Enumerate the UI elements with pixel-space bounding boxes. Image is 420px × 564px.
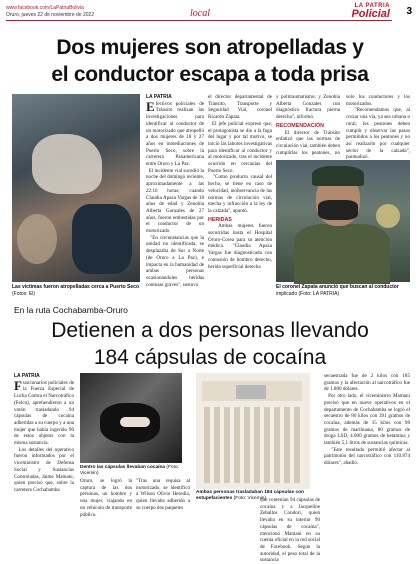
brand-name: LA PATRIA <box>354 3 390 9</box>
body-text: que contenían 94 cápsulas de cocaína y a Jacqueline Zeballos Condori, quien llevaba en su interior 90 cápsulas de cocaína", <box>260 497 320 530</box>
body-text: "Tras una requisa al motorizado, se identificó a Wilson Olivio Heredia, quien llevaba adherido a su cuerpo dos paquetes <box>136 478 190 511</box>
article1-headline <box>0 34 420 88</box>
caption-text: Las víctimas fueron atropelladas cerca a Puerto Seco <box>12 284 139 290</box>
page-number: 3 <box>406 6 412 17</box>
article1-photo-victims <box>12 94 140 282</box>
caption-text: El coronel Zapata anunció que buscan al conductor <box>276 284 399 290</box>
article1-column-3 <box>276 94 411 161</box>
byline: LA PATRIA <box>14 373 40 379</box>
article1-photo-officer <box>276 160 410 282</box>
article1-column-1 <box>146 94 204 302</box>
caption-credit: (Foto: LA PATRIA) <box>298 290 340 297</box>
article1-headline-line2: el conductor escapa a toda prisa <box>51 63 369 86</box>
caption-credit: (Foto: Vicemin) <box>80 465 179 476</box>
drop-cap: F <box>14 377 22 393</box>
caption-credit: (Fotos: El) <box>12 290 36 297</box>
article2-photo-capsules <box>80 373 182 463</box>
brand-logo <box>351 3 390 19</box>
section-label: local <box>190 8 210 19</box>
body-text: secuestrada fue de 2 kilos con 185 gramos y la afectación al narcotráfico fue de 1.800 dólares. <box>324 373 410 393</box>
body-text: Según la autoridad, el peso total de la sustancia <box>260 543 320 564</box>
header-divider <box>6 20 392 21</box>
drop-cap: E <box>146 98 155 114</box>
caption-rest: implicado <box>276 290 298 297</box>
body-text: fectivos policiales de Tránsito realizan las investigaciones para identificar al conductor de un motorizado que atropelló a dos mujeres de 18 y 27 años en inmediaciones de Puerto Seco, sobre la carretera Panamericana entre Oruro y La Paz. <box>146 100 204 168</box>
article2-column-5 <box>324 373 410 523</box>
body-text: Por otro lado, el viceministro Mamani precisó que en nueve operativos en el departamento de Cochabamba se logró el secuestro de 80 kilos con 391 gramos de cocaína, además de 15 kilos con 98 gramos de marihuana, 80 gramos de droga LSD, 4.800 gramos de ketamina y también 5,1 litros de sustancias químicas. <box>324 393 411 447</box>
issue-date: Oruro, jueves 22 de noviembre de 2022 <box>6 11 95 18</box>
body-text: "En circunstancias que la unidad no identificada, se desplazaba de Sur a Norte (de Oruro a La Paz), e impacta en la humanidad de ambas personas ocasionándoles heridas contusas graves", sostuvo <box>146 234 204 288</box>
article1-photo1-caption <box>12 284 152 297</box>
caption-text: Dentro las cápsulas llevaban cocaína <box>80 465 166 470</box>
body-text: El director de Tránsito enfatizó que las normas de circulación vial, también deben cumplirlas los peatones, no solo los conductores y los motorizados. <box>276 94 410 156</box>
header-meta <box>6 5 94 18</box>
caption-credit: (Foto: Vicemin) <box>233 496 267 501</box>
body-text: "Como producto causal del hecho, se tiene en caso de velocidad, inobservancia de las normas de circulación vial, mecha y infracción a la ley de la calzada", apuntó. <box>208 174 272 214</box>
body-text: uncionarios policiales de la Fuerza Especial de Lucha Contra el Narcotráfico (Felcn), aprehendieron a un varón trasladando 94 cápsulas de cocaína adheridas a su cuerpo y a una mujer que había ingerido 90 de estos objetos con la misma sustancia. <box>14 379 74 447</box>
article2-column-4 <box>260 497 320 564</box>
article2-column-3 <box>136 478 190 524</box>
facebook-link[interactable]: www.facebook.com/LaPatriaBolivia <box>6 5 84 11</box>
byline: LA PATRIA <box>146 94 172 100</box>
article1-headline-line1: Dos mujeres son atropelladas y <box>56 36 364 59</box>
body-text: Oruro, se logró la captura de las dos personas, un hombre y una mujer, viajando en un vehículo de transporte público. <box>80 478 132 518</box>
body-text: Ambas mujeres fueron socorridas hasta el Hospital Oruro-Corea para su atención médica. "Claudia Apaza Vargas fue diagnosticada con contusión de hombro derecho, herida superficial derecha <box>208 223 272 270</box>
article2-photo-evidence <box>196 373 310 489</box>
article1-column-2 <box>208 94 272 302</box>
article2-headline-line2: 184 cápsulas de cocaína <box>93 346 327 369</box>
body-text: "Este resultado permitió afectar al patrimonio del narcotráfico con 110.874 dólares", añadió. <box>324 446 410 467</box>
article2-headline-line1: Detienen a dos personas llevando <box>51 319 369 342</box>
body-text: Los detalles del operativo fueron informados por el viceministro de Defensa Social y Sustancias Controladas, Jaime Mamani, quien precisó que, sobre la carretera Cochabamba <box>14 446 75 493</box>
article2-kicker: En la ruta Cochabamba-Oruro <box>14 305 128 315</box>
body-text: El incidente vial sucedió la noche del domingo reciente, aproximadamente a las 22:10 horas; cuando Claudia Apaza Vargas de 18 años de edad y Zenobia Alberta Gonzales de 27 años, fueron embestidas por el conductor de un motorizado. <box>146 167 204 235</box>
article2-photo3-caption <box>80 465 190 477</box>
body-text: y politraumatismo; y Zenobia Alberta Gonzales con diagnóstico fractura pierna derecha", informó. <box>276 94 340 121</box>
body-text: "Recomendamos que, al cruzar una vía, ya sea urbana o rural, los peatones deben cumplir y observar las pasos permitidos a los peatones y no así realizarlo por cualquier sector de la calzada", puntualizó. <box>346 107 411 161</box>
body-text: el director departamental de Tránsito, Transporte y Seguridad Vial, coronel Ricardo Zapata. <box>208 94 272 121</box>
subhead: HERIDAS <box>208 216 232 223</box>
caption-text: Ambas personas trasladaban 184 cápsulas con estupefacientes <box>196 490 304 501</box>
body-text: mencionó Mamani en su cuenta oficial en la red social de Facebook. <box>260 530 320 550</box>
brand-section: Policial <box>351 8 390 20</box>
article2-column-1 <box>14 373 74 523</box>
article1-photo2-caption <box>276 284 412 297</box>
page-header <box>0 0 420 34</box>
body-text: El jefe policial expresó que, el protagonista se dio a la fuga del lugar y por tal motivo, se inició las labores investigativas para identificar al conductor y al motorizado, tras el incidente ocurrido en cercanías del Puerto Seco. <box>208 120 272 174</box>
article2-headline <box>0 317 420 371</box>
subhead: RECOMENDACIÓN <box>276 122 324 129</box>
article2-column-2 <box>80 478 132 524</box>
